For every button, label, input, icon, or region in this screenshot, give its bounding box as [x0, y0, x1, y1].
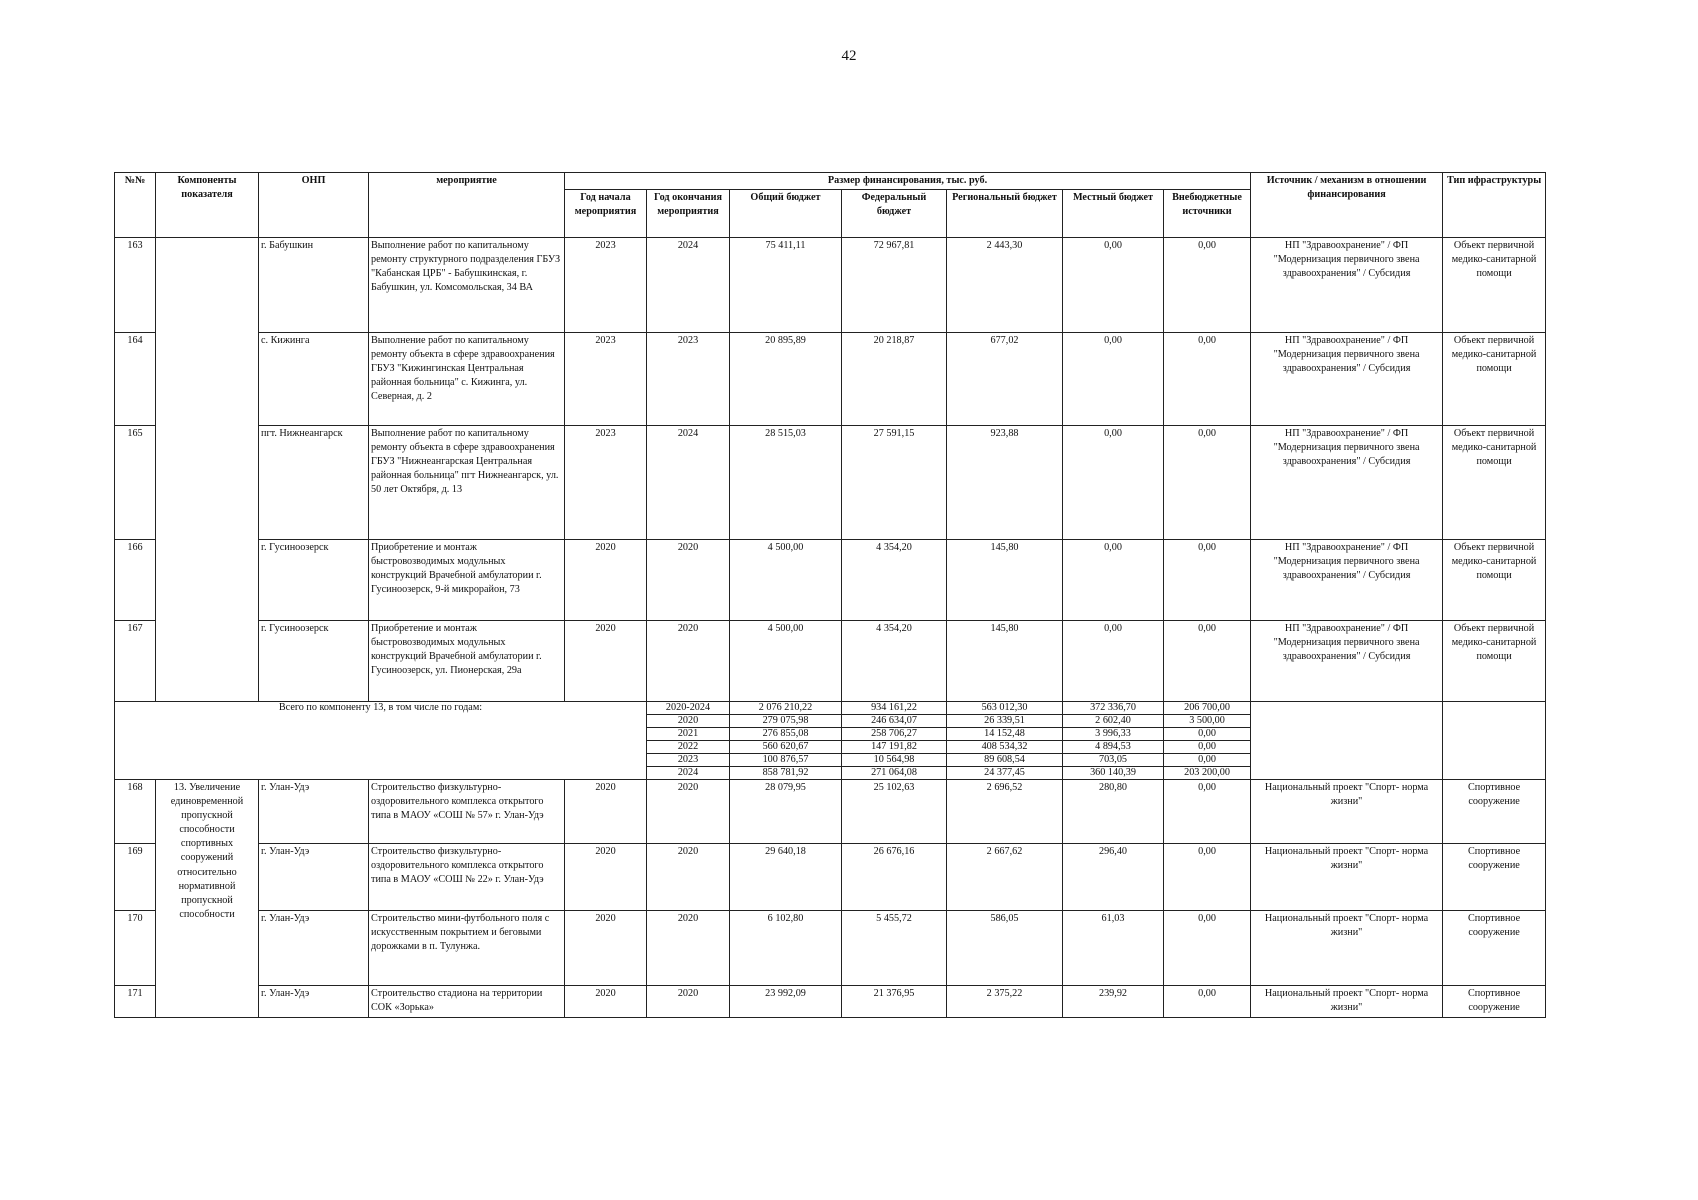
row-federal: 72 967,81: [842, 238, 947, 333]
row-event: Приобретение и монтаж быстровозводимых модульных конструкций Врачебной амбулатории г. Гусиноозерск, ул. Пионерская, 29а: [369, 621, 565, 702]
row-regional: 2 443,30: [947, 238, 1063, 333]
row-total: 20 895,89: [730, 333, 842, 426]
row-onp: г. Улан-Удэ: [259, 911, 369, 986]
row-local: 0,00: [1063, 540, 1164, 621]
row-onp: г. Улан-Удэ: [259, 986, 369, 1018]
row-source: НП "Здравоохранение" / ФП "Модернизация первичного звена здравоохранения" / Субсидия: [1251, 540, 1443, 621]
row-num: 166: [115, 540, 156, 621]
header-extra: Внебюджетные источники: [1164, 190, 1251, 238]
row-end: 2020: [647, 621, 730, 702]
totals-regional: 89 608,54: [947, 754, 1063, 767]
row-end: 2020: [647, 911, 730, 986]
totals-federal: 10 564,98: [842, 754, 947, 767]
row-onp: г. Гусиноозерск: [259, 540, 369, 621]
totals-regional: 14 152,48: [947, 728, 1063, 741]
row-extra: 0,00: [1164, 333, 1251, 426]
header-row-1: [115, 173, 1546, 190]
row-onp: пгт. Нижнеангарск: [259, 426, 369, 540]
totals-total: 858 781,92: [730, 767, 842, 780]
header-event: мероприятие: [369, 173, 565, 238]
totals-row: [115, 702, 1546, 715]
row-source: НП "Здравоохранение" / ФП "Модернизация первичного звена здравоохранения" / Субсидия: [1251, 426, 1443, 540]
row-regional: 145,80: [947, 621, 1063, 702]
row-end: 2020: [647, 986, 730, 1018]
row-local: 280,80: [1063, 780, 1164, 844]
header-year-start: Год начала мероприятия: [565, 190, 647, 238]
row-start: 2023: [565, 238, 647, 333]
totals-federal: 258 706,27: [842, 728, 947, 741]
row-extra: 0,00: [1164, 621, 1251, 702]
row-extra: 0,00: [1164, 844, 1251, 911]
row-extra: 0,00: [1164, 780, 1251, 844]
row-num: 167: [115, 621, 156, 702]
row-federal: 21 376,95: [842, 986, 947, 1018]
totals-regional: 26 339,51: [947, 715, 1063, 728]
header-funding: Размер финансирования, тыс. руб.: [565, 173, 1251, 190]
totals-year: 2023: [647, 754, 730, 767]
header-total: Общий бюджет: [730, 190, 842, 238]
row-event: Строительство физкультурно-оздоровительного комплекса открытого типа в МАОУ «СОШ № 57» г. Улан-Удэ: [369, 780, 565, 844]
row-federal: 4 354,20: [842, 621, 947, 702]
header-regional: Региональный бюджет: [947, 190, 1063, 238]
row-federal: 25 102,63: [842, 780, 947, 844]
row-regional: 923,88: [947, 426, 1063, 540]
totals-year: 2020-2024: [647, 702, 730, 715]
row-onp: г. Улан-Удэ: [259, 844, 369, 911]
row-total: 6 102,80: [730, 911, 842, 986]
totals-local: 4 894,53: [1063, 741, 1164, 754]
row-infra: Спортивное сооружение: [1443, 844, 1546, 911]
table-row: [115, 238, 1546, 333]
row-extra: 0,00: [1164, 540, 1251, 621]
row-end: 2024: [647, 238, 730, 333]
row-start: 2023: [565, 426, 647, 540]
row-total: 4 500,00: [730, 621, 842, 702]
row-start: 2020: [565, 780, 647, 844]
row-infra: Спортивное сооружение: [1443, 780, 1546, 844]
totals-local: 3 996,33: [1063, 728, 1164, 741]
row-total: 28 079,95: [730, 780, 842, 844]
totals-federal: 271 064,08: [842, 767, 947, 780]
totals-total: 100 876,57: [730, 754, 842, 767]
row-start: 2020: [565, 540, 647, 621]
totals-extra: 0,00: [1164, 728, 1251, 741]
row-federal: 4 354,20: [842, 540, 947, 621]
row-local: 0,00: [1063, 238, 1164, 333]
header-year-end: Год окончания мероприятия: [647, 190, 730, 238]
totals-regional: 24 377,45: [947, 767, 1063, 780]
row-regional: 2 667,62: [947, 844, 1063, 911]
row-end: 2023: [647, 333, 730, 426]
totals-regional: 408 534,32: [947, 741, 1063, 754]
row-event: Выполнение работ по капитальному ремонту объекта в сфере здравоохранения ГБУЗ "Нижнеангарская Центральная районная больница" пгт Нижнеангарск, ул. 50 лет Октября, д. 13: [369, 426, 565, 540]
header-local: Местный бюджет: [1063, 190, 1164, 238]
row-event: Строительство мини-футбольного поля с искусственным покрытием и беговыми дорожками в п. Тулунжа.: [369, 911, 565, 986]
totals-total: 560 620,67: [730, 741, 842, 754]
table-row: [115, 986, 1546, 1018]
row-source: НП "Здравоохранение" / ФП "Модернизация первичного звена здравоохранения" / Субсидия: [1251, 238, 1443, 333]
row-start: 2020: [565, 986, 647, 1018]
row-infra: Объект первичной медико-санитарной помощи: [1443, 333, 1546, 426]
row-infra: Объект первичной медико-санитарной помощи: [1443, 426, 1546, 540]
row-infra: Объект первичной медико-санитарной помощи: [1443, 238, 1546, 333]
row-infra: Спортивное сооружение: [1443, 986, 1546, 1018]
row-infra: Объект первичной медико-санитарной помощи: [1443, 540, 1546, 621]
funding-table: [114, 172, 1546, 1018]
row-infra: Объект первичной медико-санитарной помощи: [1443, 621, 1546, 702]
row-start: 2020: [565, 621, 647, 702]
row-num: 169: [115, 844, 156, 911]
row-total: 28 515,03: [730, 426, 842, 540]
row-num: 165: [115, 426, 156, 540]
table-row: [115, 426, 1546, 540]
totals-total: 276 855,08: [730, 728, 842, 741]
totals-local: 372 336,70: [1063, 702, 1164, 715]
row-source: Национальный проект "Спорт- норма жизни": [1251, 986, 1443, 1018]
row-extra: 0,00: [1164, 911, 1251, 986]
totals-year: 2020: [647, 715, 730, 728]
row-onp: г. Гусиноозерск: [259, 621, 369, 702]
row-start: 2020: [565, 911, 647, 986]
totals-extra: 203 200,00: [1164, 767, 1251, 780]
totals-federal: 246 634,07: [842, 715, 947, 728]
row-local: 296,40: [1063, 844, 1164, 911]
row-onp: г. Бабушкин: [259, 238, 369, 333]
row-infra: Спортивное сооружение: [1443, 911, 1546, 986]
row-regional: 2 696,52: [947, 780, 1063, 844]
totals-extra: 0,00: [1164, 741, 1251, 754]
totals-year: 2021: [647, 728, 730, 741]
row-regional: 145,80: [947, 540, 1063, 621]
row-end: 2024: [647, 426, 730, 540]
row-extra: 0,00: [1164, 238, 1251, 333]
row-event: Выполнение работ по капитальному ремонту структурного подразделения ГБУЗ "Кабанская ЦРБ" - Бабушкинская, г. Бабушкин, ул. Комсомольская, 34 ВА: [369, 238, 565, 333]
row-num: 170: [115, 911, 156, 986]
table-row: [115, 621, 1546, 702]
totals-extra: 206 700,00: [1164, 702, 1251, 715]
table-row: [115, 780, 1546, 844]
totals-label: Всего по компоненту 13, в том числе по годам:: [115, 702, 647, 780]
totals-year: 2022: [647, 741, 730, 754]
row-regional: 2 375,22: [947, 986, 1063, 1018]
row-num: 164: [115, 333, 156, 426]
header-infra: Тип ифраструктуры: [1443, 173, 1546, 238]
row-total: 75 411,11: [730, 238, 842, 333]
row-source: Национальный проект "Спорт- норма жизни": [1251, 911, 1443, 986]
totals-regional: 563 012,30: [947, 702, 1063, 715]
row-onp: г. Улан-Удэ: [259, 780, 369, 844]
row-onp: с. Кижинга: [259, 333, 369, 426]
row-federal: 5 455,72: [842, 911, 947, 986]
row-event: Выполнение работ по капитальному ремонту объекта в сфере здравоохранения ГБУЗ "Кижингинская Центральная районная больница" с. Кижинга, ул. Северная, д. 2: [369, 333, 565, 426]
component-cell: [156, 238, 259, 702]
table-row: [115, 540, 1546, 621]
row-federal: 27 591,15: [842, 426, 947, 540]
totals-year: 2024: [647, 767, 730, 780]
row-local: 61,03: [1063, 911, 1164, 986]
totals-local: 703,05: [1063, 754, 1164, 767]
row-regional: 586,05: [947, 911, 1063, 986]
row-total: 4 500,00: [730, 540, 842, 621]
row-federal: 20 218,87: [842, 333, 947, 426]
row-end: 2020: [647, 844, 730, 911]
row-num: 168: [115, 780, 156, 844]
totals-source-blank: [1251, 702, 1443, 780]
row-source: НП "Здравоохранение" / ФП "Модернизация первичного звена здравоохранения" / Субсидия: [1251, 621, 1443, 702]
row-start: 2023: [565, 333, 647, 426]
row-source: Национальный проект "Спорт- норма жизни": [1251, 844, 1443, 911]
header-federal: Федеральный бюджет: [842, 190, 947, 238]
row-event: Приобретение и монтаж быстровозводимых модульных конструкций Врачебной амбулатории г. Гусиноозерск, 9-й микрорайон, 73: [369, 540, 565, 621]
table-row: [115, 911, 1546, 986]
row-end: 2020: [647, 540, 730, 621]
row-regional: 677,02: [947, 333, 1063, 426]
page-number: 42: [841, 48, 857, 64]
totals-extra: 0,00: [1164, 754, 1251, 767]
totals-extra: 3 500,00: [1164, 715, 1251, 728]
row-local: 0,00: [1063, 621, 1164, 702]
table-row: [115, 333, 1546, 426]
totals-federal: 147 191,82: [842, 741, 947, 754]
row-local: 0,00: [1063, 333, 1164, 426]
row-start: 2020: [565, 844, 647, 911]
header-num: №№: [115, 173, 156, 238]
row-extra: 0,00: [1164, 986, 1251, 1018]
row-source: Национальный проект "Спорт- норма жизни": [1251, 780, 1443, 844]
totals-total: 279 075,98: [730, 715, 842, 728]
row-end: 2020: [647, 780, 730, 844]
header-source: Источник / механизм в отношении финансирования: [1251, 173, 1443, 238]
row-num: 171: [115, 986, 156, 1018]
component-cell: 13. Увеличение единовременной пропускной способности спортивных сооружений относительно нормативной пропускной способности: [156, 780, 259, 1018]
row-federal: 26 676,16: [842, 844, 947, 911]
row-source: НП "Здравоохранение" / ФП "Модернизация первичного звена здравоохранения" / Субсидия: [1251, 333, 1443, 426]
table-row: [115, 844, 1546, 911]
row-extra: 0,00: [1164, 426, 1251, 540]
header-onp: ОНП: [259, 173, 369, 238]
totals-infra-blank: [1443, 702, 1546, 780]
totals-total: 2 076 210,22: [730, 702, 842, 715]
header-component: Компоненты показателя: [156, 173, 259, 238]
totals-federal: 934 161,22: [842, 702, 947, 715]
row-event: Строительство стадиона на территории СОК «Зорька»: [369, 986, 565, 1018]
row-total: 23 992,09: [730, 986, 842, 1018]
totals-local: 360 140,39: [1063, 767, 1164, 780]
totals-local: 2 602,40: [1063, 715, 1164, 728]
row-num: 163: [115, 238, 156, 333]
row-total: 29 640,18: [730, 844, 842, 911]
row-local: 239,92: [1063, 986, 1164, 1018]
row-event: Строительство физкультурно-оздоровительного комплекса открытого типа в МАОУ «СОШ № 22» г. Улан-Удэ: [369, 844, 565, 911]
row-local: 0,00: [1063, 426, 1164, 540]
